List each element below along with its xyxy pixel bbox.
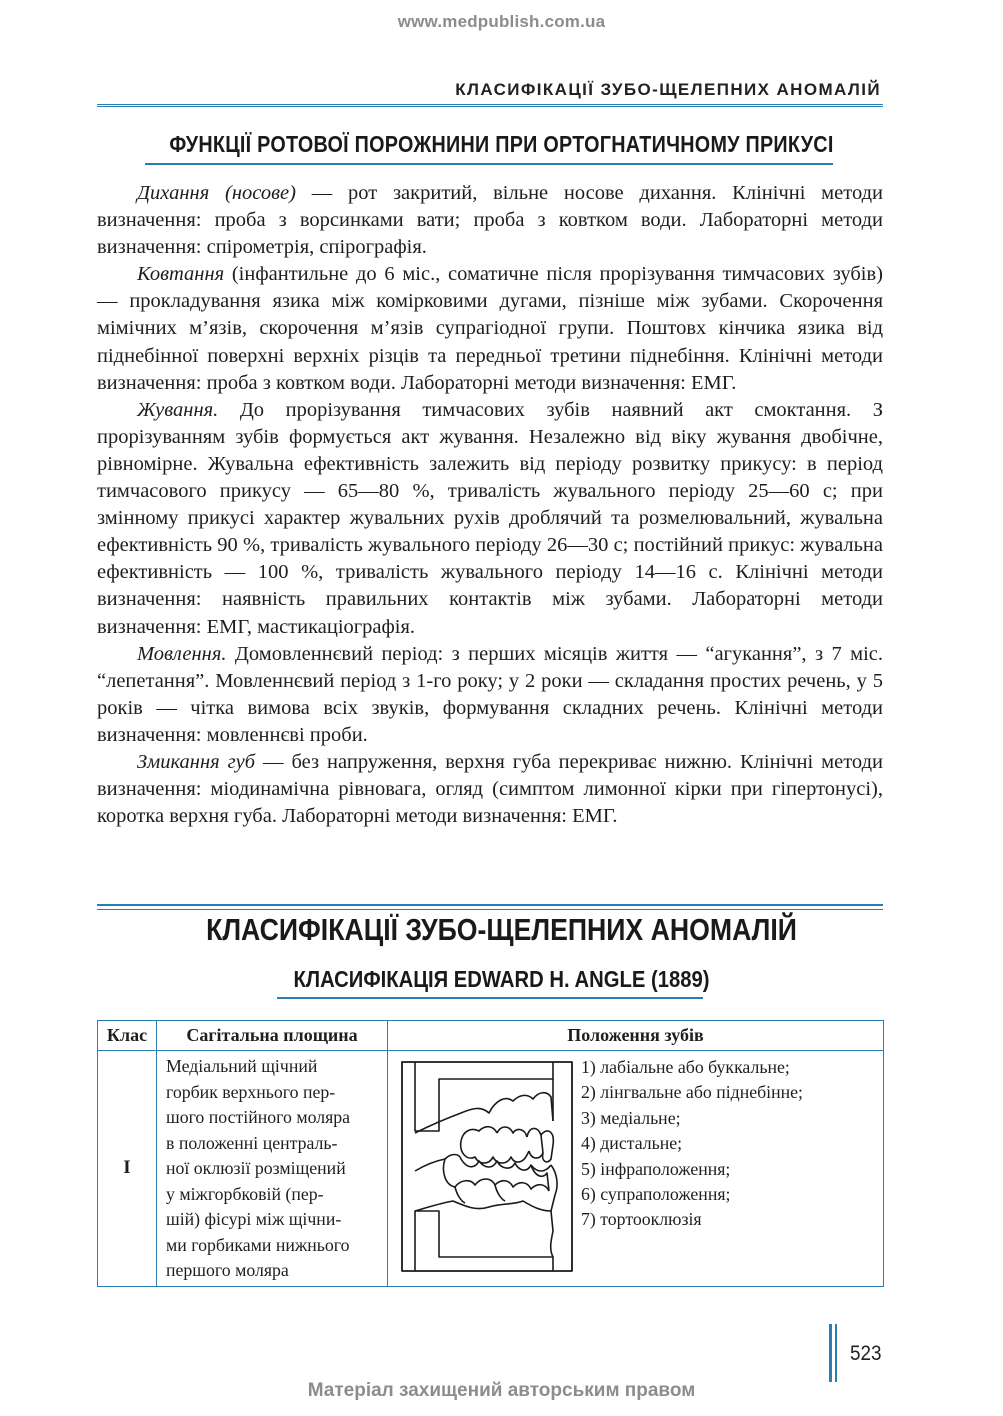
list-item: 4) дистальне; bbox=[581, 1133, 683, 1154]
term-swallowing: Ковтання bbox=[137, 263, 225, 286]
list-item: 2) лінгвальне або піднебінне; bbox=[581, 1082, 803, 1103]
list-item: 3) медіальне; bbox=[581, 1107, 681, 1128]
list-item: 7) тортооклюзія bbox=[581, 1209, 702, 1230]
sagittal-line: ми горбиками нижнього bbox=[166, 1234, 350, 1255]
section-title: ФУНКЦІЇ РОТОВОЇ ПОРОЖНИНИ ПРИ ОРТОГНАТИЧНОМУ ПРИКУСІ bbox=[169, 131, 834, 157]
paragraph-text: (інфантильне до 6 міс., соматичне після прорізування тимчасових зубів) — прокладування язика між комірковими дугами, пізніше між зубами. Скорочення мімічних м’язів, скорочення м’язів супрагіодної групи. Поштовх кінчика язика від піднебінної поверхні верхніх різців та передньої третини піднебіння. Клінічні методи визначення: проба з ковтком води. Лабораторні методи визначення: ЕМГ. bbox=[97, 263, 883, 394]
table-row bbox=[98, 1051, 884, 1287]
sagittal-line: шого постійного моляра bbox=[166, 1107, 351, 1127]
body-text bbox=[97, 180, 883, 830]
page-number-bar-thin bbox=[835, 1324, 837, 1382]
paragraph-text: До прорізування тимчасових зубів наявний акт смоктання. З прорізуванням зубів формується акт жування. Незалежно від віку жування двобічне, рівномірне. Жувальна ефективність залежить від періоду розвитку прикусу: в період тимчасового прикусу — 65—80 %, тривалість жувального періоду 25—60 с; при змінному прикусі характер жувальних рухів дроблячий та розмелювальний, жувальна ефективність 90 %, тривалість жувального періоду 26—30 с; постійний прикус: жувальна ефективність — 100 %, тривалість жувального періоду 14—16 с. Клінічні методи визначення: наявність правильних контактів між зубами. Лабораторні методи визначення: ЕМГ, мастикаціографія. bbox=[97, 398, 883, 638]
list-item: 1) лабіальне або буккальне; bbox=[581, 1057, 790, 1077]
header-class: Клас bbox=[98, 1021, 157, 1051]
sagittal-line: горбик верхнього пер- bbox=[166, 1081, 336, 1102]
sagittal-line: в положенні централь- bbox=[166, 1132, 338, 1153]
paragraph-swallowing bbox=[97, 261, 883, 396]
term-lip-closure: Змикання губ bbox=[137, 750, 256, 773]
position-cell bbox=[388, 1051, 884, 1287]
position-list bbox=[581, 1055, 803, 1233]
sagittal-line: шій) фісурі між щічни- bbox=[166, 1209, 342, 1229]
class-cell: I bbox=[98, 1051, 157, 1287]
running-head-rule bbox=[97, 104, 883, 107]
list-item: 6) супраположення; bbox=[581, 1184, 731, 1205]
term-chewing: Жування. bbox=[137, 398, 219, 421]
subtitle-underline bbox=[277, 997, 703, 999]
sagittal-line: Медіальний щічний bbox=[166, 1056, 318, 1076]
chapter-rule-thin bbox=[97, 909, 883, 910]
paragraph-speech bbox=[97, 641, 883, 749]
sagittal-cell bbox=[157, 1051, 388, 1287]
sagittal-line: першого моляра bbox=[166, 1260, 289, 1280]
angle-classification-table bbox=[97, 1020, 884, 1287]
paragraph-chewing bbox=[97, 397, 883, 641]
term-speech: Мовлення. bbox=[137, 642, 227, 665]
chapter-rule bbox=[97, 904, 883, 906]
sagittal-line: у міжгорбковій (пер- bbox=[166, 1183, 324, 1204]
subtitle: КЛАСИФІКАЦІЯ EDWARD H. ANGLE (1889) bbox=[293, 966, 710, 992]
paragraph-lip-closure bbox=[97, 749, 883, 830]
running-head: КЛАСИФІКАЦІЇ ЗУБО-ЩЕЛЕПНИХ АНОМАЛІЙ bbox=[455, 80, 881, 99]
watermark-top: www.medpublish.com.ua bbox=[397, 12, 606, 31]
paragraph-text: — рот закритий, вільне носове дихання. Клінічні методи визначення: проба з ворсинками вати; проба з ковтком води. Лабораторні методи визначення: спірометрія, спірографія. bbox=[97, 182, 884, 259]
watermark-bottom: Матеріал захищений авторським правом bbox=[307, 1380, 696, 1401]
jaw-occlusion-diagram-icon bbox=[401, 1061, 573, 1272]
header-position: Положення зубів bbox=[388, 1021, 884, 1051]
list-item: 5) інфраположення; bbox=[581, 1158, 731, 1179]
paragraph-text: — без напруження, верхня губа перекриває нижню. Клінічні методи визначення: міодинамічна рівновага, огляд (симптом лимонної кірки при гіпертонусі), коротка верхня губа. Лабораторні методи визначення: ЕМГ. bbox=[97, 750, 883, 828]
term-breathing: Дихання (носове) bbox=[137, 182, 296, 204]
sagittal-line: ної оклюзії розміщений bbox=[166, 1158, 346, 1178]
section-title-underline bbox=[145, 163, 833, 165]
paragraph-breathing bbox=[97, 180, 883, 261]
page-number-bar bbox=[829, 1324, 832, 1382]
chapter-title: КЛАСИФІКАЦІЇ ЗУБО-ЩЕЛЕПНИХ АНОМАЛІЙ bbox=[206, 912, 797, 947]
paragraph-text: Домовленнєвий період: з перших місяців життя — “агукання”, з 7 міс. “лепетання”. Мовленнєвий період з 1-го року; у 2 роки — складання простих речень, у 5 років — чітка вимова всіх звуків, формування складних речень. Клінічні методи визначення: мовленнєві проби. bbox=[97, 642, 883, 746]
page-number: 523 bbox=[850, 1342, 882, 1365]
header-sagittal: Сагітальна площина bbox=[157, 1021, 388, 1051]
table-header-row bbox=[98, 1021, 884, 1051]
